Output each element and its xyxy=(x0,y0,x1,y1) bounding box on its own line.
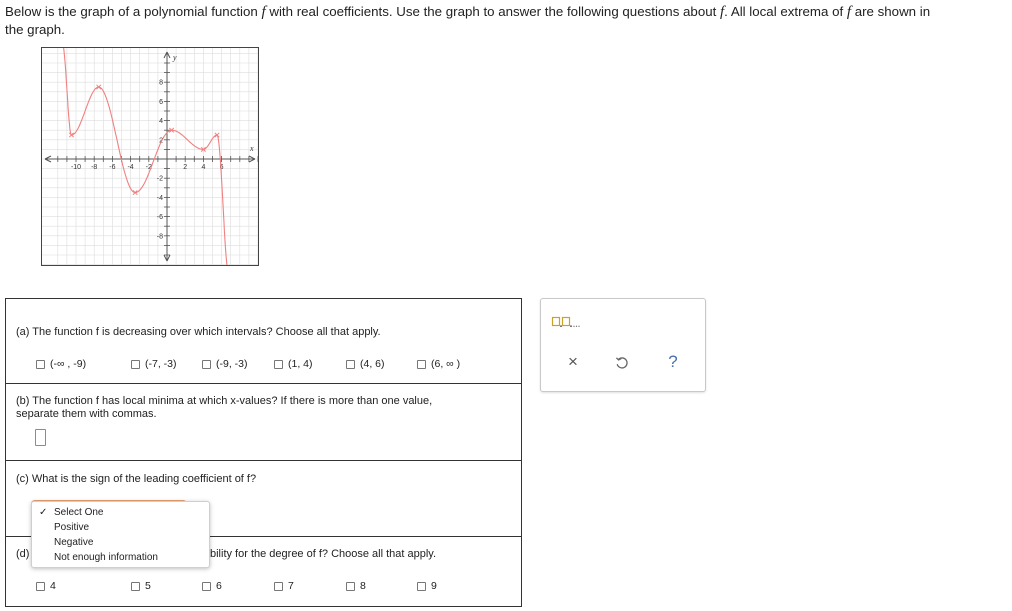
option-label: (-9, -3) xyxy=(216,358,248,370)
check-icon: ✓ xyxy=(39,507,48,518)
x-tick-label: -8 xyxy=(91,164,98,171)
dropdown-option-positive[interactable]: Positive xyxy=(54,522,90,533)
fn-symbol: f xyxy=(846,4,852,20)
graph-axes xyxy=(45,52,258,261)
question-b-text xyxy=(16,395,432,421)
graph-canvas xyxy=(42,48,258,265)
option-label: 4 xyxy=(50,580,56,592)
option-d-2[interactable] xyxy=(131,580,151,592)
option-a-4[interactable] xyxy=(274,358,313,370)
question-b-line1: (b) The function f has local minima at which x-values? If there is more than one value, xyxy=(16,395,433,407)
option-a-5[interactable] xyxy=(346,358,385,370)
intro-text-b: with real coefficients. Use the graph to answer the following questions about xyxy=(265,4,720,19)
option-label: 8 xyxy=(360,580,366,592)
checkbox[interactable] xyxy=(202,582,211,591)
x-tick-label: 2 xyxy=(183,164,188,171)
checkbox[interactable] xyxy=(346,582,355,591)
option-d-1[interactable] xyxy=(36,580,56,592)
undo-icon[interactable] xyxy=(614,355,630,371)
polynomial-graph xyxy=(41,47,259,266)
y-tick-label: 2 xyxy=(159,137,163,145)
question-a-text: (a) The function f is decreasing over which intervals? Choose all that apply. xyxy=(16,326,381,338)
question-d-text: bility for the degree of f? Choose all that apply. xyxy=(210,548,437,560)
clear-icon[interactable]: × xyxy=(568,352,578,371)
question-a xyxy=(6,299,521,384)
x-axis-label: x xyxy=(250,144,254,153)
option-a-3[interactable] xyxy=(202,358,248,370)
option-a-2[interactable] xyxy=(131,358,177,370)
help-icon[interactable]: ? xyxy=(668,352,678,371)
intro-text-d: are shown in xyxy=(851,4,931,19)
option-d-5[interactable] xyxy=(346,580,366,592)
question-b xyxy=(6,383,521,461)
checkbox[interactable] xyxy=(131,360,140,369)
checkbox[interactable] xyxy=(202,360,211,369)
x-tick-label: 6 xyxy=(219,164,224,171)
intro-text-a: Below is the graph of a polynomial function xyxy=(5,4,262,19)
checkbox[interactable] xyxy=(131,582,140,591)
intro-text-c: . All local extrema of xyxy=(724,4,847,19)
x-tick-label: -6 xyxy=(109,164,116,171)
checkbox[interactable] xyxy=(274,360,283,369)
option-d-6[interactable] xyxy=(417,580,437,592)
sign-dropdown-menu xyxy=(31,501,210,568)
option-label: 5 xyxy=(145,580,151,592)
option-d-4[interactable] xyxy=(274,580,294,592)
checkbox[interactable] xyxy=(36,582,45,591)
option-label: 9 xyxy=(431,580,437,592)
dropdown-option-select-one[interactable]: Select One xyxy=(54,507,104,518)
y-axis-label: y xyxy=(173,53,177,62)
dropdown-option-negative[interactable]: Negative xyxy=(54,537,94,548)
problem-statement xyxy=(5,3,1010,38)
local-minima-input[interactable] xyxy=(35,429,46,446)
interval-template-icon[interactable] xyxy=(551,313,591,329)
y-tick-label: -4 xyxy=(156,194,163,202)
option-label: (6, ∞ ) xyxy=(431,358,461,370)
intro-text-line2: the graph. xyxy=(5,22,65,37)
y-tick-label: -2 xyxy=(156,175,163,183)
x-tick-label: 4 xyxy=(201,164,206,171)
option-label: (4, 6) xyxy=(360,358,385,370)
question-d-prefix: (d) xyxy=(16,548,30,560)
question-b-line2: separate them with commas. xyxy=(16,408,157,420)
y-tick-label: 8 xyxy=(159,79,163,87)
question-c-text: (c) What is the sign of the leading coefficient of f? xyxy=(16,473,257,485)
option-label: 6 xyxy=(216,580,222,592)
option-a-6[interactable] xyxy=(417,358,460,370)
option-label: 7 xyxy=(288,580,294,592)
checkbox[interactable] xyxy=(36,360,45,369)
answer-tool-palette xyxy=(540,298,706,392)
fn-symbol: f xyxy=(261,4,266,20)
x-tick-label: -2 xyxy=(145,164,152,171)
checkbox[interactable] xyxy=(346,360,355,369)
checkbox[interactable] xyxy=(417,360,426,369)
y-tick-label: -8 xyxy=(156,233,163,241)
graph-grid xyxy=(42,48,258,265)
option-label: (-∞ , -9) xyxy=(50,358,87,370)
graph-tick-labels xyxy=(71,53,254,240)
fn-symbol: f xyxy=(720,4,725,20)
option-a-1[interactable] xyxy=(36,358,86,370)
option-label: (1, 4) xyxy=(288,358,313,370)
x-tick-label: -4 xyxy=(127,164,134,171)
y-tick-label: 6 xyxy=(159,98,163,106)
checkbox[interactable] xyxy=(417,582,426,591)
polynomial-curve xyxy=(62,48,229,265)
y-tick-label: 4 xyxy=(159,118,163,126)
option-d-3[interactable] xyxy=(202,580,222,592)
y-tick-label: -6 xyxy=(156,214,163,222)
dropdown-option-not-enough-info[interactable]: Not enough information xyxy=(54,552,158,563)
option-label: (-7, -3) xyxy=(145,358,177,370)
checkbox[interactable] xyxy=(274,582,283,591)
x-tick-label: -10 xyxy=(70,164,82,171)
